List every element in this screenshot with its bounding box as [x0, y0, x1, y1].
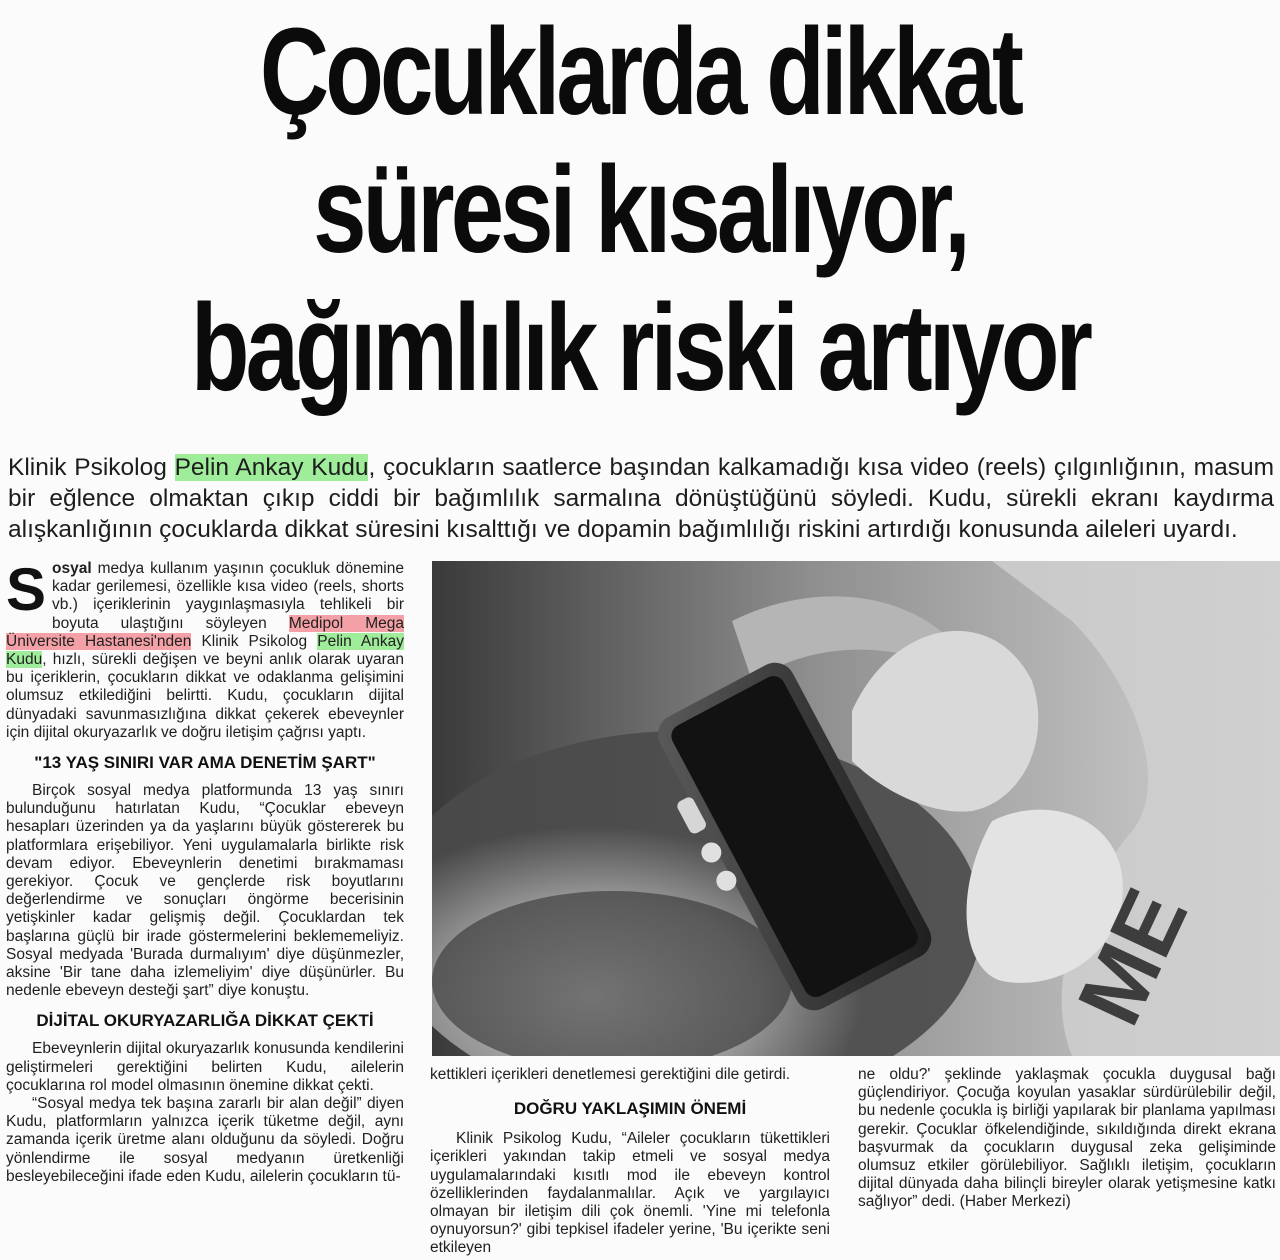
intro-paragraph: [6, 556, 405, 742]
closing-paragraph: ne oldu?' şeklinde yaklaşmak çocukla duygusal bağı güçlendiriyor. Çocuğa koyulan yasaklar sürdürülebilir değil, bu nedenle çocukla iş birliği yapılarak bir planlama yapılması gerekir. Çocuklar öfkelendiğinde, sıkıldığında direkt ekrana başvurmak da çocukların duygusal zeka gelişiminde olumsuz etkiler görülebiliyor. Sağlıklı iletişim, çocukların dijital dünyada daha bilinçli bireyler olarak yetişmesine katkı sağlıyor” dedi. (Haber Merkezi): [858, 1066, 1276, 1211]
lead-text-end: , çocukların saatlerce başından kalkamadığı kısa video (reels) çılgınlığının, masum bir eğlence olmaktan çıkıp ciddi bir bağımlılık sarmalına dönüştüğünü söyledi. Kudu, sürekli ekranı kaydırma alışkanlığının çocuklarda dikkat süresini kısalttığı ve dopamin bağımlılığı riskini artırdığı konusunda aileleri uyardı.: [8, 454, 1274, 543]
section-heading-right-approach: DOĞRU YAKLAŞIMIN ÖNEMİ: [513, 1099, 747, 1119]
dropcap: S: [6, 556, 47, 623]
column-right: [858, 1066, 1276, 1212]
highlighted-name: Pelin Ankay Kudu: [174, 454, 369, 481]
headline-line-3: bağımlılık riski artıyor: [190, 280, 1090, 417]
headline-line-1: Çocuklarda dikkat: [259, 4, 1021, 141]
headline: [141, 4, 1139, 418]
headline-line-2: süresi kısalıyor,: [313, 142, 967, 279]
child-holding-smartphone-photo-icon: [432, 561, 1280, 1056]
lead-paragraph: [8, 452, 1274, 545]
intro-text-1: medya kullanım yaşının çocukluk dönemine kadar gerilemesi, özellikle kısa video (reels, shorts vb.) içeriklerinin yaygınlaşmasıyla tehlikeli bir boyuta ulaştığını söyleyen: [52, 560, 404, 632]
lead-text-start: Klinik Psikolog: [8, 454, 175, 481]
continuation-text: kettikleri içerikleri denetlemesi gerektiğini dile getirdi.: [430, 1066, 791, 1083]
column-left: [6, 556, 405, 1186]
column-middle: [430, 1066, 830, 1258]
intro-text-2: Klinik Psikolog: [191, 632, 318, 650]
section-body-digital-literacy-1: Ebeveynlerin dijital okuryazarlık konusunda kendilerini geliştirmeleri gerektiğini belirten Kudu, ailelerin çocuklarına rol model olmasının önemine dikkat çekti.: [6, 1040, 404, 1094]
intro-lead-word: osyal: [52, 560, 92, 577]
section-body-age-limit: Birçok sosyal medya platformunda 13 yaş sınırı bulunduğunu hatırlatan Kudu, “Çocuklar ebeveyn hesapları üzerinden ya da yaşlarını büyük göstererek bu platformlara erişebiliyor. Yeni uygulamalarla birlikte risk devam ediyor. Ebeveynlerin denetimi bırakmaması gerekiyor. Çocuk ve gençlerde risk boyutlarını değerlendirme ve sonuçları öngörme becerisinin yetişkinler kadar gelişmiş değil. Çocuklardan tek başlarına güçlü bir irade göstermelerini beklememeliyiz. Sosyal medyada 'Burada durmalıyım' diye düşünmezler, aksine 'Bir tane daha izlemeliyim' diye düşünürler. Bu nedenle ebeveyn desteği şart” diye konuştu.: [6, 782, 404, 1000]
highlighted-institution: Medipol Mega Üniversite Hastanesi'nden: [6, 614, 404, 650]
article-photo: [432, 561, 1280, 1056]
svg-text:ME: ME: [1059, 874, 1208, 1040]
section-body-right-approach: Klinik Psikolog Kudu, “Aileler çocukların tükettikleri içerikleri yakından takip etmeli ve sosyal medya uygulamalarındaki kısıtlı mod ile ebeveyn kontrol özelliklerinden faydalanmalılar. Açık ve yargılayıcı olmayan bir iletişim dili çok önemli. 'Yine mi telefonla oynuyorsun?' gibi tepkisel ifadeler yerine, 'Bu içerikte seni etkileyen: [430, 1130, 830, 1257]
section-heading-age-limit: "13 YAŞ SINIRI VAR AMA DENETİM ŞART": [34, 753, 376, 773]
highlighted-name: Pelin Ankay Kudu: [6, 632, 405, 669]
intro-text-3: , hızlı, sürekli değişen ve beyni anlık olarak uyaran bu içeriklerin, çocukların dikkat ve odaklanma gelişimini olumsuz etkilediğini belirtti. Kudu, çocukların dijital dünyadaki savunmasızlığına dikkat çekerek ebeveynler için dijital okuryazarlık ve doğru iletişim çağrısı yaptı.: [6, 651, 404, 741]
section-heading-digital-literacy: DİJİTAL OKURYAZARLIĞA DİKKAT ÇEKTİ: [36, 1011, 374, 1031]
section-body-digital-literacy-2: “Sosyal medya tek başına zararlı bir alan değil” diyen Kudu, platformların yalnızca içerik tüketme değil, aynı zamanda içerik üretme alanı olduğunu da söyledi. Doğru yönlendirme ile sosyal medyanın üretkenliği besleyebileceğini ifade eden Kudu, ailelerin çocukların tü-: [6, 1095, 404, 1185]
